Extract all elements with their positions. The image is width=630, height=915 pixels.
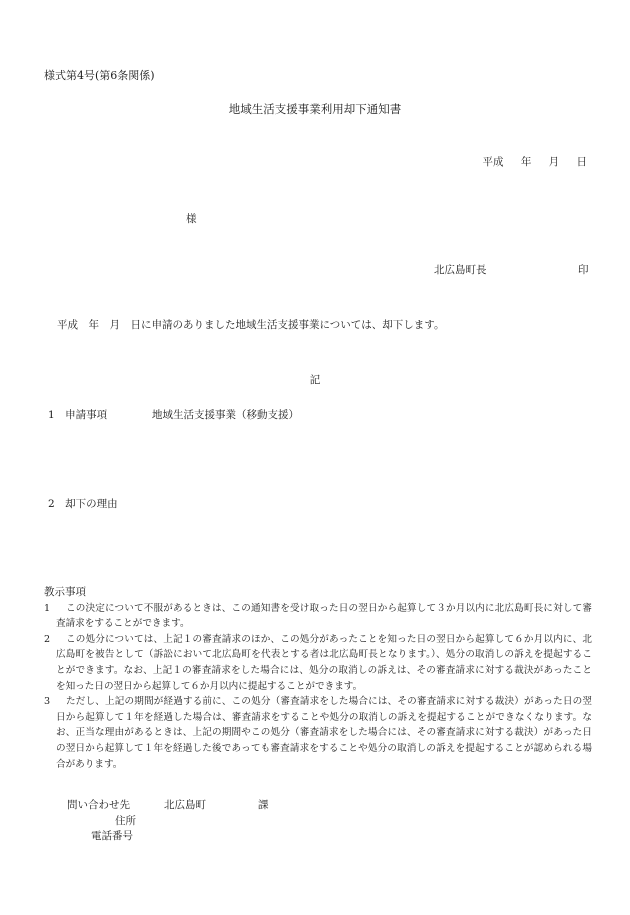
body-text: 平成 年 月 日に申請のありました地域生活支援事業については、却下します。 xyxy=(57,319,445,331)
date-year-unit: 年 xyxy=(520,156,532,168)
date-month-unit: 月 xyxy=(548,156,560,168)
item-reason-label: 2 却下の理由 xyxy=(48,498,118,510)
notice-item-text: この処分については、上記１の審査請求のほか、この処分があったことを知った日の翌日から起算して６か月以内に、北広島町を被告として（訴訟において北広島町を代表とする者は北広島町長となります。）、処分の取消しの訴えを提起することができます。なお、上記１の審査請求をした場合には、処分の取消しの訴えは、その審査請求に対する裁決があったことを知った日の翌日から起算して６か月以内に提起することができます。 xyxy=(56,633,592,692)
contact-organization: 北広島町 xyxy=(164,799,206,811)
date-era: 平成 xyxy=(482,156,504,168)
contact-phone-label: 電話番号 xyxy=(91,830,133,842)
notice-item xyxy=(44,601,592,632)
notice-item-number: 2 xyxy=(44,633,51,645)
date-day-unit: 日 xyxy=(576,156,587,168)
addressee-honorific: 様 xyxy=(186,213,197,225)
notice-item xyxy=(44,632,592,694)
contact-address-label: 住所 xyxy=(115,814,136,827)
ki-heading: 記 xyxy=(309,374,321,386)
notice-heading: 教示事項 xyxy=(44,586,86,598)
contact-label: 問い合わせ先 xyxy=(67,799,130,811)
notice-section xyxy=(44,585,592,772)
notice-item xyxy=(44,694,592,772)
seal-mark: 印 xyxy=(578,264,589,276)
notice-item-number: 3 xyxy=(44,696,51,708)
notice-item-text: この決定について不服があるときは、この通知書を受け取った日の翌日から起算して３か月以内に北広島町長に対して審査請求をすることができます。 xyxy=(56,602,592,630)
notice-item-number: 1 xyxy=(44,602,51,614)
issue-date xyxy=(482,156,587,169)
item-application-value: 地域生活支援事業（移動支援） xyxy=(152,409,299,421)
contact-section: 課 xyxy=(258,799,269,811)
sender-title: 北広島町長 xyxy=(434,264,487,276)
notice-item-text: ただし、上記の期間が経過する前に、この処分（審査請求をした場合には、その審査請求に対する裁決）があった日の翌日から起算して１年を経過した場合は、審査請求をすることや処分の取消しの訴えを提起することができなくなります。なお、正当な理由があるときは、上記の期間やこの処分（審査請求をした場合には、その審査請求に対する裁決）があった日の翌日から起算して１年を経過した後であっても審査請求をすることや処分の取消しの訴えを提起することが認められる場合があります。 xyxy=(56,696,592,770)
form-number: 様式第4号(第6条関係) xyxy=(44,69,155,82)
item-application-label: 1 申請事項 xyxy=(48,409,108,421)
document-title: 地域生活支援事業利用却下通知書 xyxy=(228,102,402,116)
